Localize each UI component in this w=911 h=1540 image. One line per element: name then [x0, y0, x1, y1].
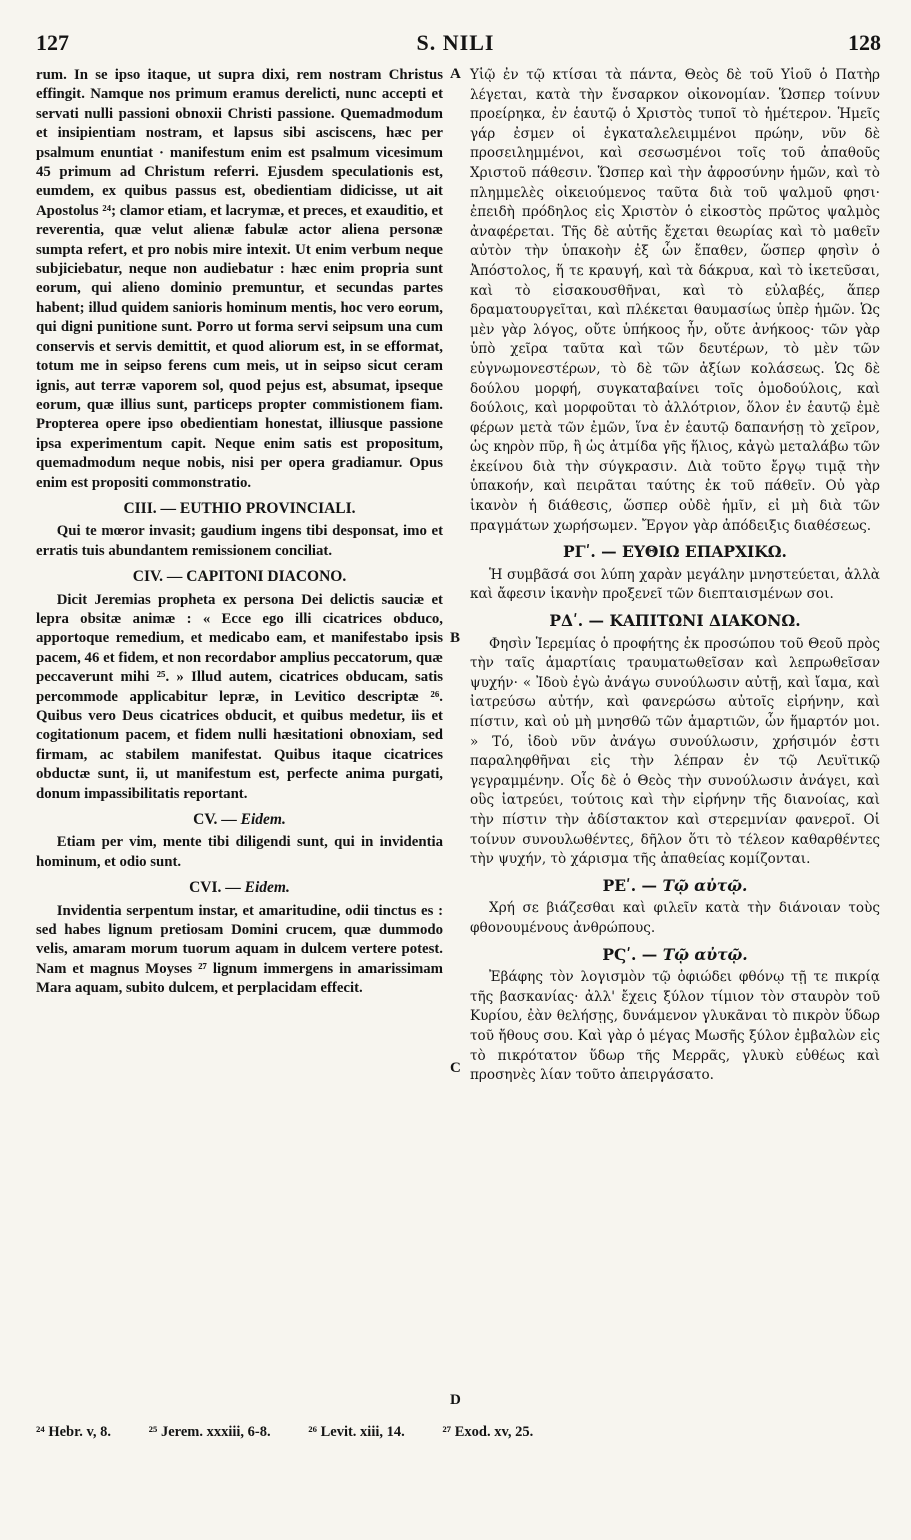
footnote-27: ²⁷ Exod. xv, 25.: [442, 1424, 534, 1440]
greek-column: [470, 66, 880, 1088]
latin-column: [36, 66, 443, 1001]
greek-heading-106-number: ΡϚʹ. —: [602, 944, 658, 964]
latin-letter-105: Etiam per vim, mente tibi diligendi sunt, qui in invidentia hominum, et odio sunt.: [36, 834, 443, 870]
margin-letter-b: B: [450, 630, 461, 646]
greek-heading-105-name: Τῷ αὐτῷ.: [662, 875, 748, 895]
greek-letter-103: Ἡ συμβᾶσά σοι λύπη χαρὰν μεγάλην μνηστεύεται, ἀλλὰ καὶ ἄφεσιν ἱκανὴν προξενεῖ τῶν διεπταισμένων σοι.: [470, 566, 880, 603]
footnote-25: ²⁵ Jerem. xxxiii, 6-8.: [148, 1424, 271, 1440]
greek-paragraph-intro: Υἱῷ ἐν τῷ κτίσαι τὰ πάντα, Θεὸς δὲ τοῦ Υἱοῦ ὁ Πατὴρ λέγεται, κατὰ τὴν ἔνσαρκον οἰκονομίαν. Ὥσπερ τοίνυν προείρηκα, ἐν ἑαυτῷ ὁ Χριστὸς τυποῖ τὸ ἡμέτερον. Ἡμεῖς γάρ ἐσμεν οἱ ἐγκαταλελειμμένοι πρώην, νῦν δὲ προσειλημμένοι, καὶ σεσωσμένοι τοῖς τοῦ ἀπαθοῦς Χριστοῦ πάθεσιν. Ὥσπερ καὶ τὴν ἀφροσύνην ἡμῶν, καὶ τὸ πλημμελὲς οἰκειούμενος ταῦτα διὰ τοῦ ψαλμοῦ φησι· ἐπειδὴ πρόδηλος εἰς Χριστὸν ὁ εἰκοστὸς πρῶτος ψαλμὸς ἀναφέρεται. Τῆς δὲ αὐτῆς ἔχεται θεωρίας καὶ τὸ μαθεῖν αὐτὸν τὴν ὑπακοὴν ἐξ ὧν ἔπαθεν, ὥσπερ φησὶν ὁ Ἀπόστολος, ἥ τε κραυγή, καὶ τὰ δάκρυα, καὶ τὸ ἱκετεῦσαι, καὶ τὸ εἰσακουσθῆναι, καὶ τὸ εὐλαβές, ἅπερ δραματουργεῖται, καὶ πλέκεται θαυμασίως ὑπὲρ ἡμῶν. Ὡς μὲν γὰρ λόγος, οὔτε ὑπήκοος ἦν, οὔτε ἀνήκοος· τῶν γὰρ ὑπὸ χεῖρα ταῦτα καὶ τῶν δευτέρων, τὸ μὲν τῶν εὐγνωμονεστέρων, τὸ δὲ τῶν ἀξίων κολάσεως. Ὡς δὲ δούλου μορφή, συγκαταβαίνει τοῖς ὁμοδούλοις, καὶ δούλοις, καὶ μορφοῦται τὸ ἀλλότριον, ὅλον ἐν ἑαυτῷ ἐμὲ φέρων μετὰ τῶν ἐμῶν, ἵνα ἐν ἑαυτῷ δαπανήσῃ τὸ χεῖρον, ὡς κηρὸν πῦρ, ἢ ὡς ἀτμίδα γῆς ἥλιος, κἀγὼ μεταλάβω τῶν ἐκείνου διὰ τὴν σύγκρασιν. Διὰ τοῦτο ἔργῳ τιμᾷ τὴν ὑπακοήν, καὶ πειρᾶται ταύτης ἐκ τοῦ πάθεῖν. Οὐ γὰρ ἱκανὸν ἡ διάθεσις, ὥσπερ οὐδὲ ἡμῖν, εἰ μὴ διὰ τῶν πραγμάτων χωρήσωμεν. Ἔργον γὰρ ἀπόδειξις διαθέσεως.: [470, 67, 880, 534]
latin-paragraph-intro: rum. In se ipso itaque, ut supra dixi, rem nostram Christus effingit. Namque nos primum eramus derelicti, nunc accepti et servati nulli passioni obnoxii Christi passione. Quemadmodum et insipientiam nostram, et lapsus sibi asciscens, hæc per psalmum enuntiat · manifestum enim est psalmum vicesimum 45 primum ad Christum referri. Ejusdem speculationis est, eumdem, ex quibus passus est, obedientiam didicisse, ut ait Apostolus ²⁴; clamor etiam, et lacrymæ, et preces, et exauditio, et reverentia, quæ velut alienæ fabulæ actor aliena personæ sumpta refert, et pro nobis mire intexit. Ut enim verbum neque subjiciebatur, neque non audiebatur : hæc enim propria sunt eorum, qui alieno dominio premuntur, et secundas partes habent; illud quidem sanioris hominum mentis, hoc vero eorum, qui digni punitione sunt. Porro ut forma servi seipsum una cum conservis et servis demittit, et quod aliorum est, in se efformat, totum me in seipso ferens cum meis, ut in seipso sicut ceram ignis, aut terræ vaporem sol, quod pejus est, absumat, ipseque eorum, quæ illius sunt, particeps propter commistionem fiam. Propterea opere ipso obedientiam honestat, illiusque passione ipsa experimentum capit. Neque enim satis est propositum, quemadmodum neque nobis, nisi per opera gradiamur. Opus enim est propositi commonstratio.: [36, 67, 443, 491]
margin-letter-a: A: [450, 66, 461, 82]
margin-letter-c: C: [450, 1060, 461, 1076]
greek-heading-106: [470, 945, 880, 965]
running-title: S. NILI: [416, 30, 495, 55]
latin-heading-104: CIV. — CAPITONI DIACONO.: [132, 568, 347, 586]
greek-letter-105: Χρή σε βιάζεσθαι καὶ φιλεῖν κατὰ τὴν διάνοιαν τοὺς φθονουμένους ἀνθρώπους.: [470, 900, 880, 936]
latin-heading-106: [36, 878, 443, 897]
latin-heading-105-name: Eidem.: [240, 811, 286, 829]
greek-heading-106-name: Τῷ αὐτῷ.: [662, 944, 748, 964]
page-number-left: 127: [36, 30, 69, 55]
latin-letter-103: Qui te mœror invasit; gaudium ingens tibi desponsat, imo et erratis tuis abundantem remissionem conciliat.: [36, 523, 443, 559]
latin-heading-103: CIII. — EUTHIO PROVINCIALI.: [123, 499, 356, 517]
greek-letter-106: Ἐβάφης τὸν λογισμὸν τῷ ὀφιώδει φθόνῳ τῇ τε πικρίᾳ τῆς βασκανίας· ἀλλ' ἔχεις ξύλον τίμιον τὸν σταυρὸν τοῦ Κυρίου, ἐὰν θελήσῃς, δυνάμενον γλυκᾶναι τὸ πικρὸν ὕδωρ τοῦ ἤθους σου. Καὶ γὰρ ὁ μέγας Μωσῆς ξύλον ἐμβαλὼν εἰς τὸ πικρότατον ὕδωρ τῆς Μερρᾶς, γλυκὺ εὐθέως καὶ προσηνὲς λίαν τοῦτο ἀπειργάσατο.: [470, 969, 880, 1084]
margin-letter-d: D: [450, 1392, 461, 1408]
page-header: [0, 30, 911, 60]
greek-heading-105-number: ΡΕʹ. —: [602, 875, 658, 895]
latin-letter-106: Invidentia serpentum instar, et amaritudine, odii tinctus es : sed habes lignum pretiosam Domini crucem, quæ dummodo velis, amaram morum tuorum aquam in dulcem vertere potest. Nam et magnus Moyses ²⁷ lignum immergens in amarissimam Mara aquam, subito dulcem, et perplacidam effecit.: [36, 902, 443, 997]
latin-heading-105: [36, 810, 443, 829]
greek-letter-104: Φησὶν Ἱερεμίας ὁ προφήτης ἐκ προσώπου τοῦ Θεοῦ πρὸς τὴν ταῖς ἁμαρτίαις τραυματωθεῖσαν καὶ λεπρωθεῖσαν ψυχήν· « Ἰδοὺ ἐγὼ ἀνάγω συνούλωσιν αὐτῇ, καὶ ἴαμα, καὶ ἰατρεύσω αὐτήν, καὶ φανερώσω αὐτοῖς εἰρήνην, καὶ πίστιν, καὶ οὐ μὴ μνησθῶ τῶν ἁμαρτιῶν, ὧν ἥμαρτόν μοι. » Τό, ἰδοὺ νῦν ἀνάγω συνούλωσιν, χρήσιμόν ἐστι παραληφθῆναι εἰς τὴν λέπραν ἐν τῷ Λευϊτικῷ γεγραμμένην. Οἷς δὲ ὁ Θεὸς τὴν συνούλωσιν ἀνάγει, καὶ οὓς ἰατρεύει, τούτοις καὶ τὴν εἰρήνην τῆς διανοίας, καὶ τὴν πίστιν τὴν ἀδίστακτον καὶ στερεμνίαν φανεροῖ. Οἱ τοίνυν συνουλωθέντες, δῆλον ὅτι τὸ τέλεον καθαρθέντες τὴν ψυχήν, τὸ χάρισμα τῆς ἀπαθείας κομίζονται.: [470, 635, 880, 868]
greek-heading-104: ΡΔʹ. — ΚΑΠΙΤΩΝΙ ΔΙΑΚΟΝΩ.: [549, 611, 801, 631]
latin-heading-106-name: Eidem.: [244, 879, 290, 897]
latin-letter-104: Dicit Jeremias propheta ex persona Dei delictis sauciæ et lepra obsitæ animæ : « Ecce ego illi cicatrices obduco, apportoque remedium, et medicabo eam, et manifestabo ipsis pacem, 46 et fidem, et non recordabor amplius peccatorum, quæ peccaverunt mihi ²⁵. » Illud autem, cicatrices obducam, satis percommode applicabitur lepræ, in Levitico descriptæ ²⁶. Quibus vero Deus cicatrices obducit, et quibus medetur, iis et cogitationum pacem, et fidem nulli hæsitationi obnoxiam, sed firmam, ac stabilem manifestat. Quibus itaque cicatrices obductæ sunt, ii, ut manifestum est, perfecte anima purgati, donum impassibilitatis reportant.: [36, 591, 443, 802]
greek-heading-105: [470, 876, 880, 896]
footnote-24: ²⁴ Hebr. v, 8.: [36, 1424, 112, 1440]
footnote-26: ²⁶ Levit. xiii, 14.: [308, 1424, 405, 1440]
latin-heading-106-number: CVI. —: [189, 879, 241, 897]
page-number-right: 128: [848, 30, 881, 55]
greek-heading-103: ΡΓʹ. — ΕΥΘΙΩ ΕΠΑΡΧΙΚΩ.: [563, 542, 787, 562]
latin-heading-105-number: CV. —: [193, 811, 237, 829]
footnotes: [36, 1424, 886, 1441]
